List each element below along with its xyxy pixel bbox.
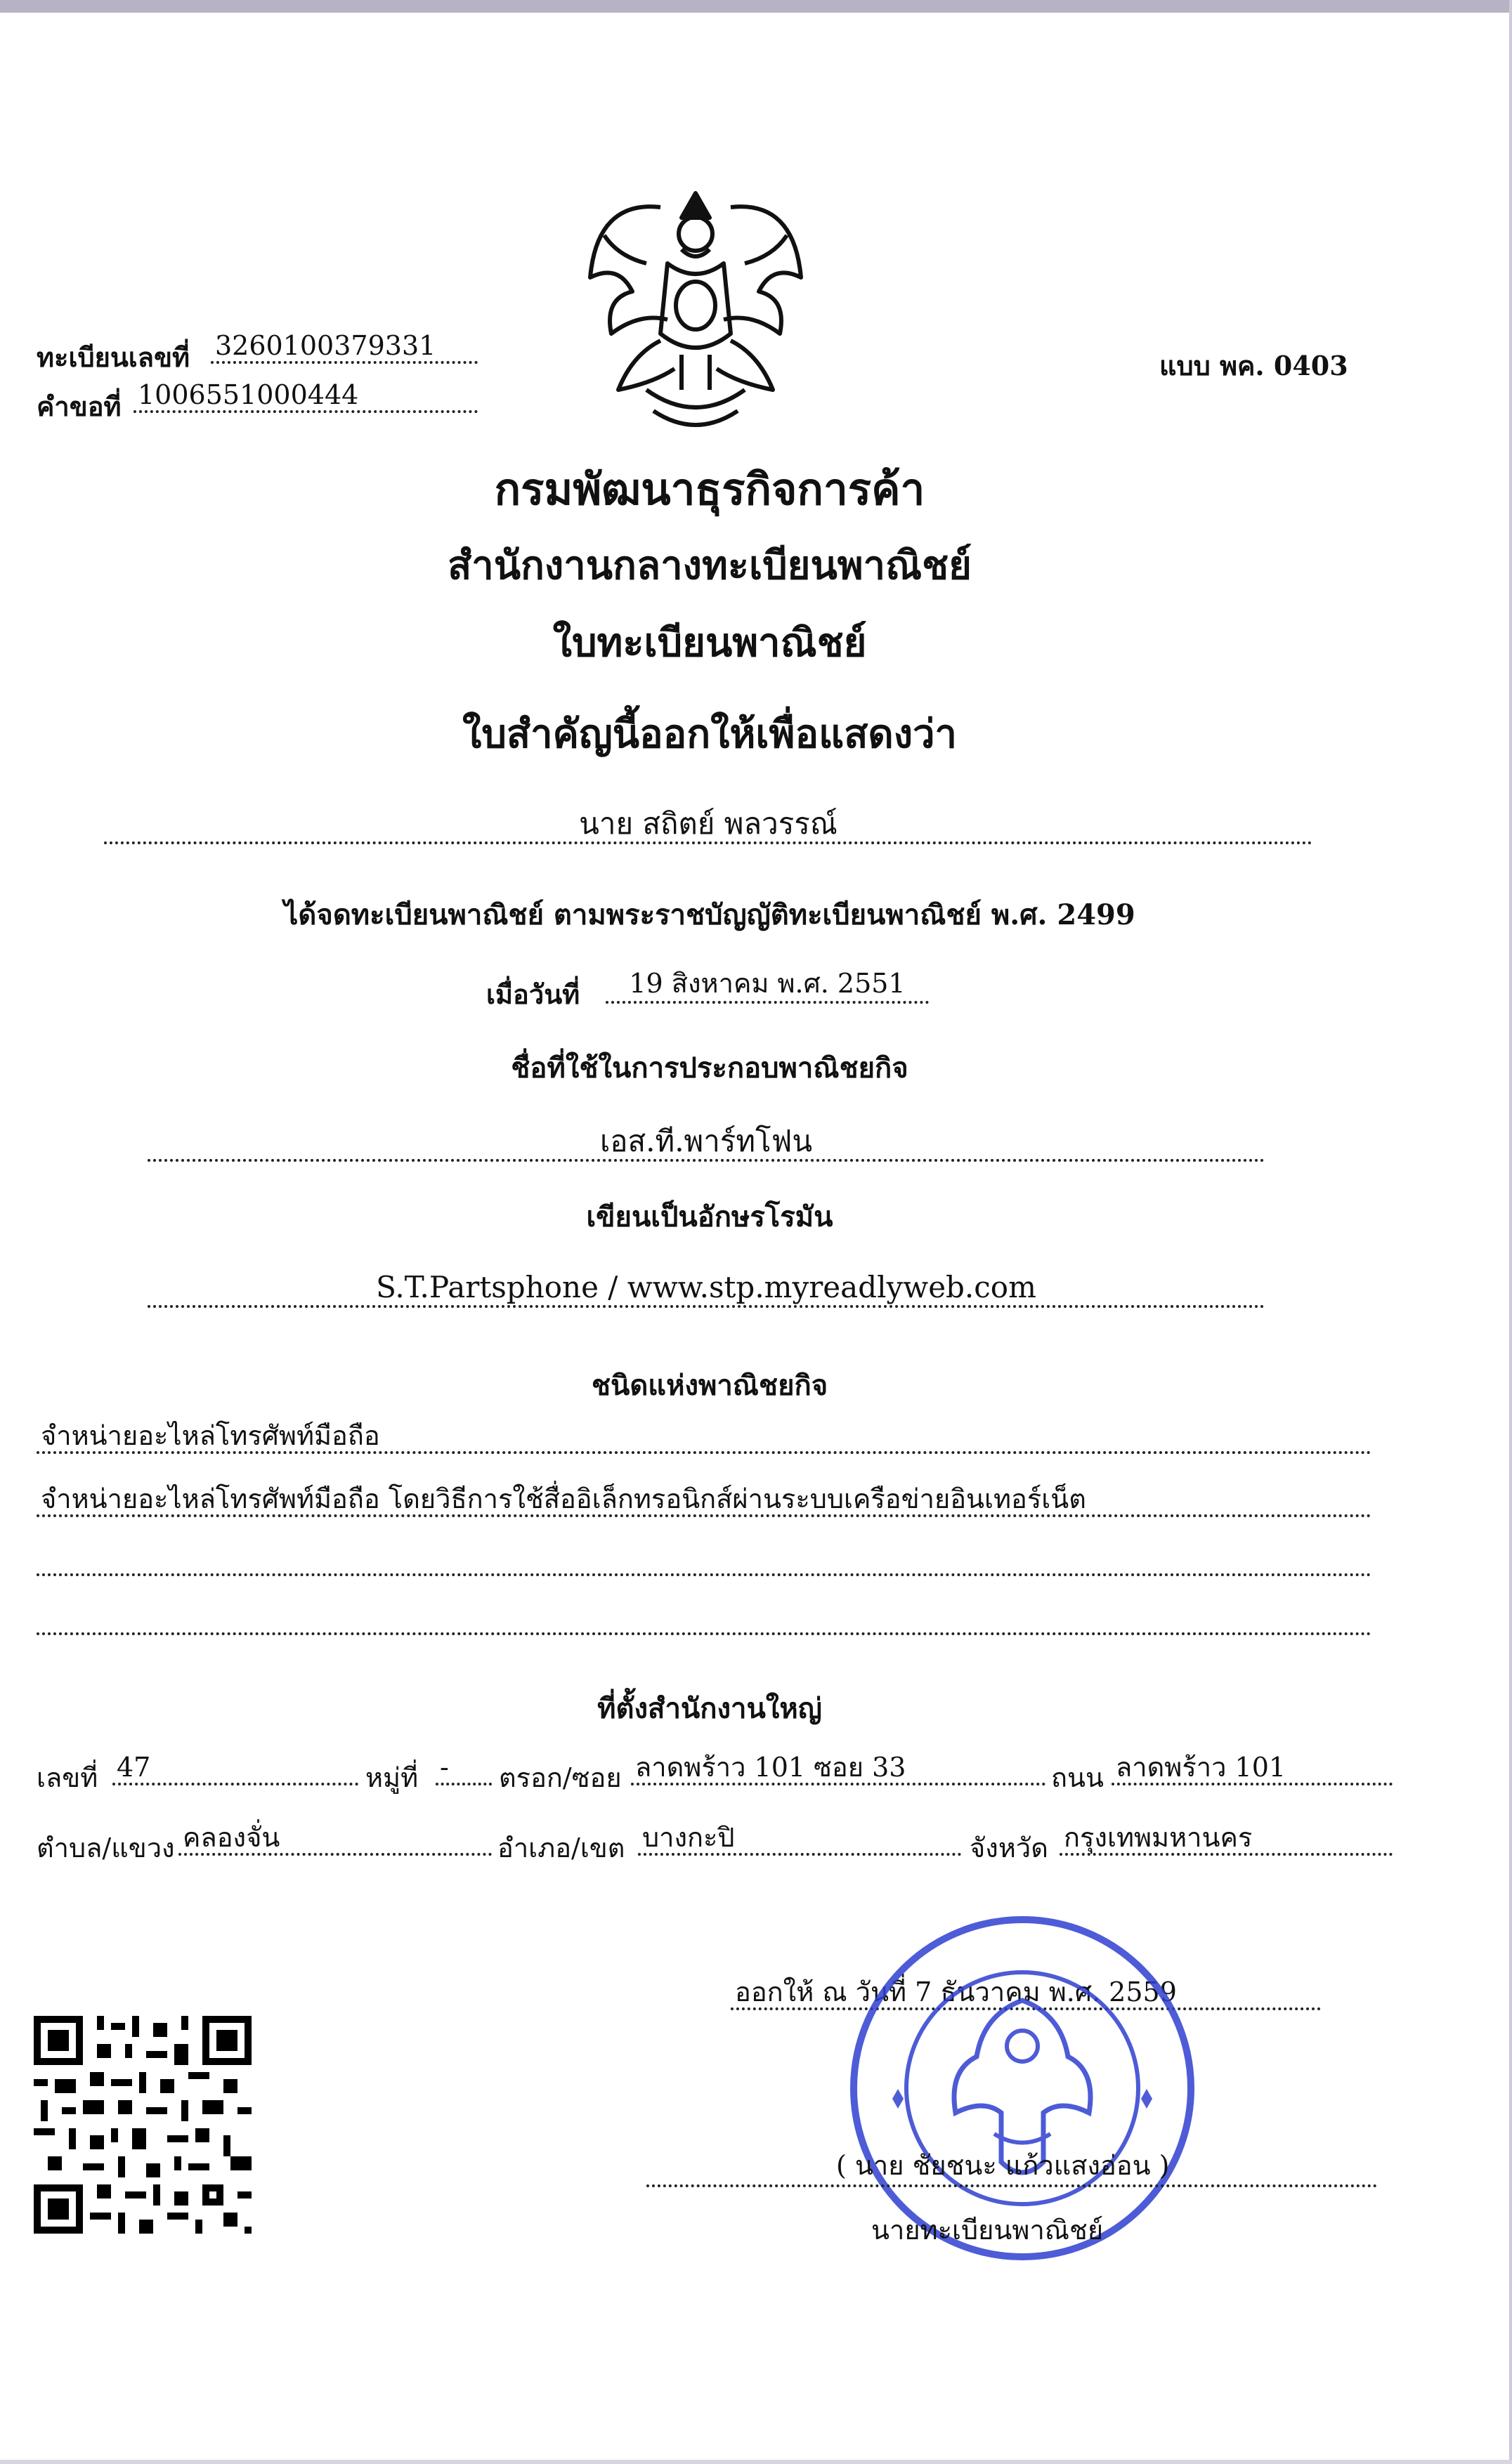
office-title: สำนักงานกลางทะเบียนพาณิชย์ bbox=[448, 542, 972, 589]
business-type-label: ชนิดแห่งพาณิชยกิจ bbox=[591, 1369, 828, 1402]
form-code: แบบ พค. 0403 bbox=[1159, 350, 1348, 381]
business-type-line-3 bbox=[37, 1542, 1371, 1576]
request-no-label: คำขอที่ bbox=[37, 391, 122, 422]
house-no-label: เลขที่ bbox=[37, 1762, 98, 1793]
roman-name-value: S.T.Partsphone / www.stp.myreadlyweb.com bbox=[148, 1270, 1265, 1308]
registration-statement: ได้จดทะเบียนพาณิชย์ ตามพระราชบัญญัติทะเบียนพาณิชย์ พ.ศ. 2499 bbox=[284, 898, 1135, 931]
qr-code-icon bbox=[34, 2016, 252, 2234]
soi-value: ลาดพร้าว 101 ซอย 33 bbox=[635, 1752, 906, 1783]
request-no-value: 1006551000444 bbox=[138, 379, 359, 410]
signature-line bbox=[646, 2149, 1377, 2187]
document-title: ใบทะเบียนพาณิชย์ bbox=[552, 620, 867, 666]
registered-date-label: เมื่อวันที่ bbox=[486, 978, 580, 1010]
subdistrict-field bbox=[178, 1822, 492, 1856]
district-field bbox=[638, 1822, 961, 1856]
garuda-emblem-icon bbox=[576, 179, 815, 439]
registration-no-label: ทะเบียนเลขที่ bbox=[37, 341, 190, 373]
subdistrict-label: ตำบล/แขวง bbox=[37, 1833, 175, 1863]
business-type-line-4 bbox=[37, 1601, 1371, 1635]
roman-name-label: เขียนเป็นอักษรโรมัน bbox=[586, 1200, 833, 1233]
scanner-frame-bottom bbox=[0, 2460, 1512, 2464]
business-type-line-1 bbox=[37, 1420, 1371, 1454]
road-label: ถนน bbox=[1051, 1762, 1104, 1793]
registered-date-value: 19 สิงหาคม พ.ศ. 2551 bbox=[606, 966, 929, 1004]
registrant-name: นาย สถิตย์ พลวรรณ์ bbox=[104, 806, 1312, 844]
soi-field bbox=[631, 1752, 1045, 1785]
department-title: กรมพัฒนาธุรกิจการค้า bbox=[494, 464, 925, 515]
business-type-text-3 bbox=[37, 1542, 41, 1573]
business-name-label: ชื่อที่ใช้ในการประกอบพาณิชยกิจ bbox=[511, 1051, 908, 1084]
district-label: อำเภอ/เขต bbox=[497, 1833, 625, 1863]
scanner-frame-right bbox=[1509, 0, 1512, 2464]
signer-title: นายทะเบียนพาณิชย์ bbox=[871, 2215, 1104, 2246]
house-no-field bbox=[112, 1752, 358, 1785]
business-type-text-4 bbox=[37, 1601, 41, 1632]
signer-name: ( นาย ชัยชนะ แก้วแสงอ่อน ) bbox=[836, 2150, 1170, 2181]
request-no-field bbox=[133, 379, 478, 413]
head-office-label: ที่ตั้งสำนักงานใหญ่ bbox=[597, 1692, 822, 1725]
scanner-frame-top bbox=[0, 0, 1512, 13]
province-field bbox=[1060, 1822, 1393, 1856]
business-type-line-2 bbox=[37, 1483, 1371, 1517]
moo-value: - bbox=[440, 1752, 449, 1783]
house-no-value: 47 bbox=[117, 1752, 151, 1783]
moo-label: หมู่ที่ bbox=[365, 1762, 419, 1793]
business-type-text-1: จำหน่ายอะไหล่โทรศัพท์มือถือ bbox=[41, 1420, 380, 1451]
soi-label: ตรอก/ซอย bbox=[499, 1762, 622, 1793]
business-name-value: เอส.ที.พาร์ทโฟน bbox=[148, 1124, 1265, 1162]
purpose-title: ใบสำคัญนี้ออกให้เพื่อแสดงว่า bbox=[462, 711, 957, 757]
subdistrict-value: คลองจั่น bbox=[183, 1822, 280, 1853]
registration-no-field bbox=[211, 330, 478, 364]
issued-date-text: ออกให้ ณ วันที่ 7 ธันวาคม พ.ศ. 2559 bbox=[735, 1977, 1177, 2007]
province-label: จังหวัด bbox=[970, 1833, 1048, 1863]
moo-field bbox=[436, 1752, 492, 1785]
province-value: กรุงเทพมหานคร bbox=[1064, 1822, 1253, 1853]
road-field bbox=[1112, 1752, 1393, 1785]
road-value: ลาดพร้าว 101 bbox=[1116, 1752, 1286, 1783]
district-value: บางกะปิ bbox=[642, 1822, 735, 1853]
registration-no-value: 3260100379331 bbox=[215, 330, 436, 361]
business-type-text-2: จำหน่ายอะไหล่โทรศัพท์มือถือ โดยวิธีการใช้สื่ออิเล็กทรอนิกส์ผ่านระบบเครือข่ายอินเทอร์เน็ต bbox=[41, 1483, 1086, 1514]
